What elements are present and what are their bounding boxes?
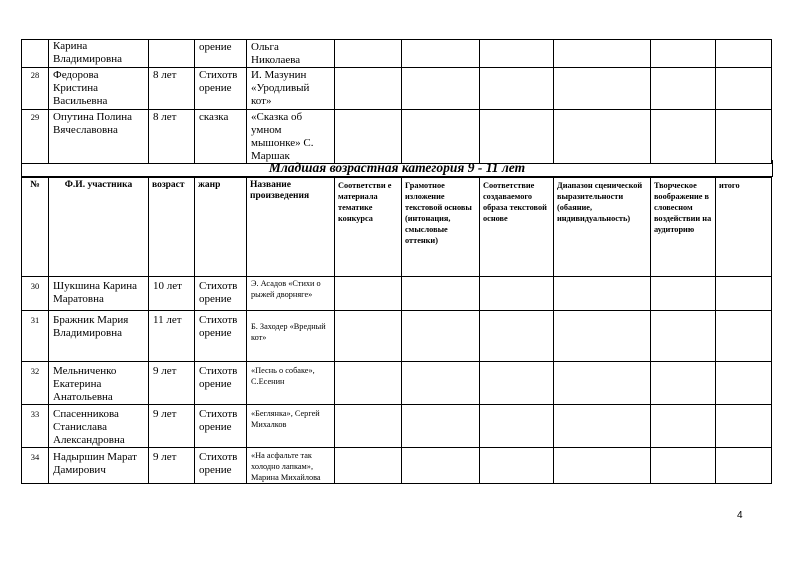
performance-genre: Стихотв орение bbox=[195, 448, 247, 484]
total-cell bbox=[716, 277, 772, 311]
score-cell bbox=[554, 362, 651, 405]
score-cell bbox=[651, 277, 716, 311]
score-cell bbox=[480, 277, 554, 311]
score-cell bbox=[335, 362, 402, 405]
work-title: «Песнь о собаке», С.Есенин bbox=[247, 362, 335, 405]
table-row bbox=[22, 311, 772, 362]
header-row bbox=[22, 178, 772, 277]
participant-name: Бражник Мария Владимировна bbox=[49, 311, 149, 362]
performance-genre: Стихотв орение bbox=[195, 362, 247, 405]
participant-age: 9 лет bbox=[149, 448, 195, 484]
participant-age: 11 лет bbox=[149, 311, 195, 362]
total-cell bbox=[716, 68, 772, 110]
total-cell bbox=[716, 362, 772, 405]
score-cell bbox=[335, 311, 402, 362]
score-cell bbox=[402, 362, 480, 405]
performance-genre: орение bbox=[195, 40, 247, 68]
score-cell bbox=[480, 311, 554, 362]
participant-name: Федорова Кристина Васильевна bbox=[49, 68, 149, 110]
header-criterion-imagination: Творческое воображение в словесном воздействии на аудиторию bbox=[651, 178, 716, 277]
table-row bbox=[22, 277, 772, 311]
performance-genre: Стихотв орение bbox=[195, 277, 247, 311]
row-number: 31 bbox=[22, 311, 49, 362]
score-cell bbox=[402, 277, 480, 311]
score-cell bbox=[402, 405, 480, 448]
total-cell bbox=[716, 110, 772, 164]
row-number: 33 bbox=[22, 405, 49, 448]
page-number: 4 bbox=[737, 510, 743, 521]
participant-name: Спасенникова Станислава Александровна bbox=[49, 405, 149, 448]
header-criterion-expressiveness: Диапазон сценической выразительности (обаяние, индивидуальность) bbox=[554, 178, 651, 277]
score-cell bbox=[480, 68, 554, 110]
row-number bbox=[22, 40, 49, 68]
participant-name: Опутина Полина Вячеславовна bbox=[49, 110, 149, 164]
performance-genre: Стихотв орение bbox=[195, 311, 247, 362]
performance-genre: Стихотв орение bbox=[195, 68, 247, 110]
score-cell bbox=[651, 110, 716, 164]
score-cell bbox=[402, 448, 480, 484]
score-cell bbox=[335, 405, 402, 448]
score-cell bbox=[335, 448, 402, 484]
score-cell bbox=[480, 40, 554, 68]
score-cell bbox=[335, 40, 402, 68]
row-number: 29 bbox=[22, 110, 49, 164]
participant-age: 8 лет bbox=[149, 110, 195, 164]
score-cell bbox=[480, 405, 554, 448]
row-number: 32 bbox=[22, 362, 49, 405]
header-criterion-theme: Соответстви е материала тематике конкурса bbox=[335, 178, 402, 277]
score-cell bbox=[651, 68, 716, 110]
results-table-top bbox=[21, 39, 772, 164]
participant-age: 10 лет bbox=[149, 277, 195, 311]
score-cell bbox=[554, 277, 651, 311]
table-row bbox=[22, 110, 772, 164]
score-cell bbox=[651, 362, 716, 405]
score-cell bbox=[402, 311, 480, 362]
header-total: итого bbox=[716, 178, 772, 277]
score-cell bbox=[402, 110, 480, 164]
score-cell bbox=[480, 362, 554, 405]
header-criterion-image: Соответствие создаваемого образа текстовой основе bbox=[480, 178, 554, 277]
score-cell bbox=[402, 68, 480, 110]
score-cell bbox=[554, 405, 651, 448]
score-cell bbox=[335, 277, 402, 311]
header-work: Название произведения bbox=[247, 178, 335, 277]
score-cell bbox=[651, 40, 716, 68]
row-number: 34 bbox=[22, 448, 49, 484]
work-title: «На асфальте так холодно лапкам», Марина Михайлова bbox=[247, 448, 335, 484]
participant-age: 9 лет bbox=[149, 362, 195, 405]
row-number: 30 bbox=[22, 277, 49, 311]
table-row bbox=[22, 68, 772, 110]
score-cell bbox=[651, 448, 716, 484]
total-cell bbox=[716, 311, 772, 362]
work-title: Ольга Николаева bbox=[247, 40, 335, 68]
score-cell bbox=[554, 311, 651, 362]
score-cell bbox=[402, 40, 480, 68]
score-cell bbox=[335, 110, 402, 164]
header-age: возраст bbox=[149, 178, 195, 277]
score-cell bbox=[335, 68, 402, 110]
participant-age: 9 лет bbox=[149, 405, 195, 448]
participant-age: 8 лет bbox=[149, 68, 195, 110]
participant-name: Надыршин Марат Дамирович bbox=[49, 448, 149, 484]
work-title: Э. Асадов «Стихи о рыжей дворняге» bbox=[247, 277, 335, 311]
total-cell bbox=[716, 448, 772, 484]
table-row bbox=[22, 448, 772, 484]
work-title: «Беглянка», Сергей Михалков bbox=[247, 405, 335, 448]
score-cell bbox=[651, 311, 716, 362]
results-table-junior bbox=[21, 177, 772, 484]
score-cell bbox=[554, 68, 651, 110]
work-title: Б. Заходер «Вредный кот» bbox=[247, 311, 335, 362]
score-cell bbox=[651, 405, 716, 448]
category-title: Младшая возрастная категория 9 - 11 лет bbox=[21, 160, 773, 176]
header-number: № bbox=[22, 178, 49, 277]
row-number: 28 bbox=[22, 68, 49, 110]
header-genre: жанр bbox=[195, 178, 247, 277]
total-cell bbox=[716, 405, 772, 448]
performance-genre: Стихотв орение bbox=[195, 405, 247, 448]
table-row bbox=[22, 362, 772, 405]
work-title: И. Мазунин «Уродливый кот» bbox=[247, 68, 335, 110]
header-name: Ф.И. участника bbox=[49, 178, 149, 277]
score-cell bbox=[480, 448, 554, 484]
work-title: «Сказка об умном мышонке» С. Маршак bbox=[247, 110, 335, 164]
participant-name: Шукшина Карина Маратовна bbox=[49, 277, 149, 311]
header-criterion-literacy: Грамотное изложение текстовой основы (интонация, смысловые оттенки) bbox=[402, 178, 480, 277]
participant-name: Карина Владимировна bbox=[49, 40, 149, 68]
score-cell bbox=[554, 448, 651, 484]
score-cell bbox=[480, 110, 554, 164]
table-row bbox=[22, 405, 772, 448]
score-cell bbox=[554, 110, 651, 164]
total-cell bbox=[716, 40, 772, 68]
table-row bbox=[22, 40, 772, 68]
participant-name: Мельниченко Екатерина Анатольевна bbox=[49, 362, 149, 405]
score-cell bbox=[554, 40, 651, 68]
performance-genre: сказка bbox=[195, 110, 247, 164]
participant-age bbox=[149, 40, 195, 68]
